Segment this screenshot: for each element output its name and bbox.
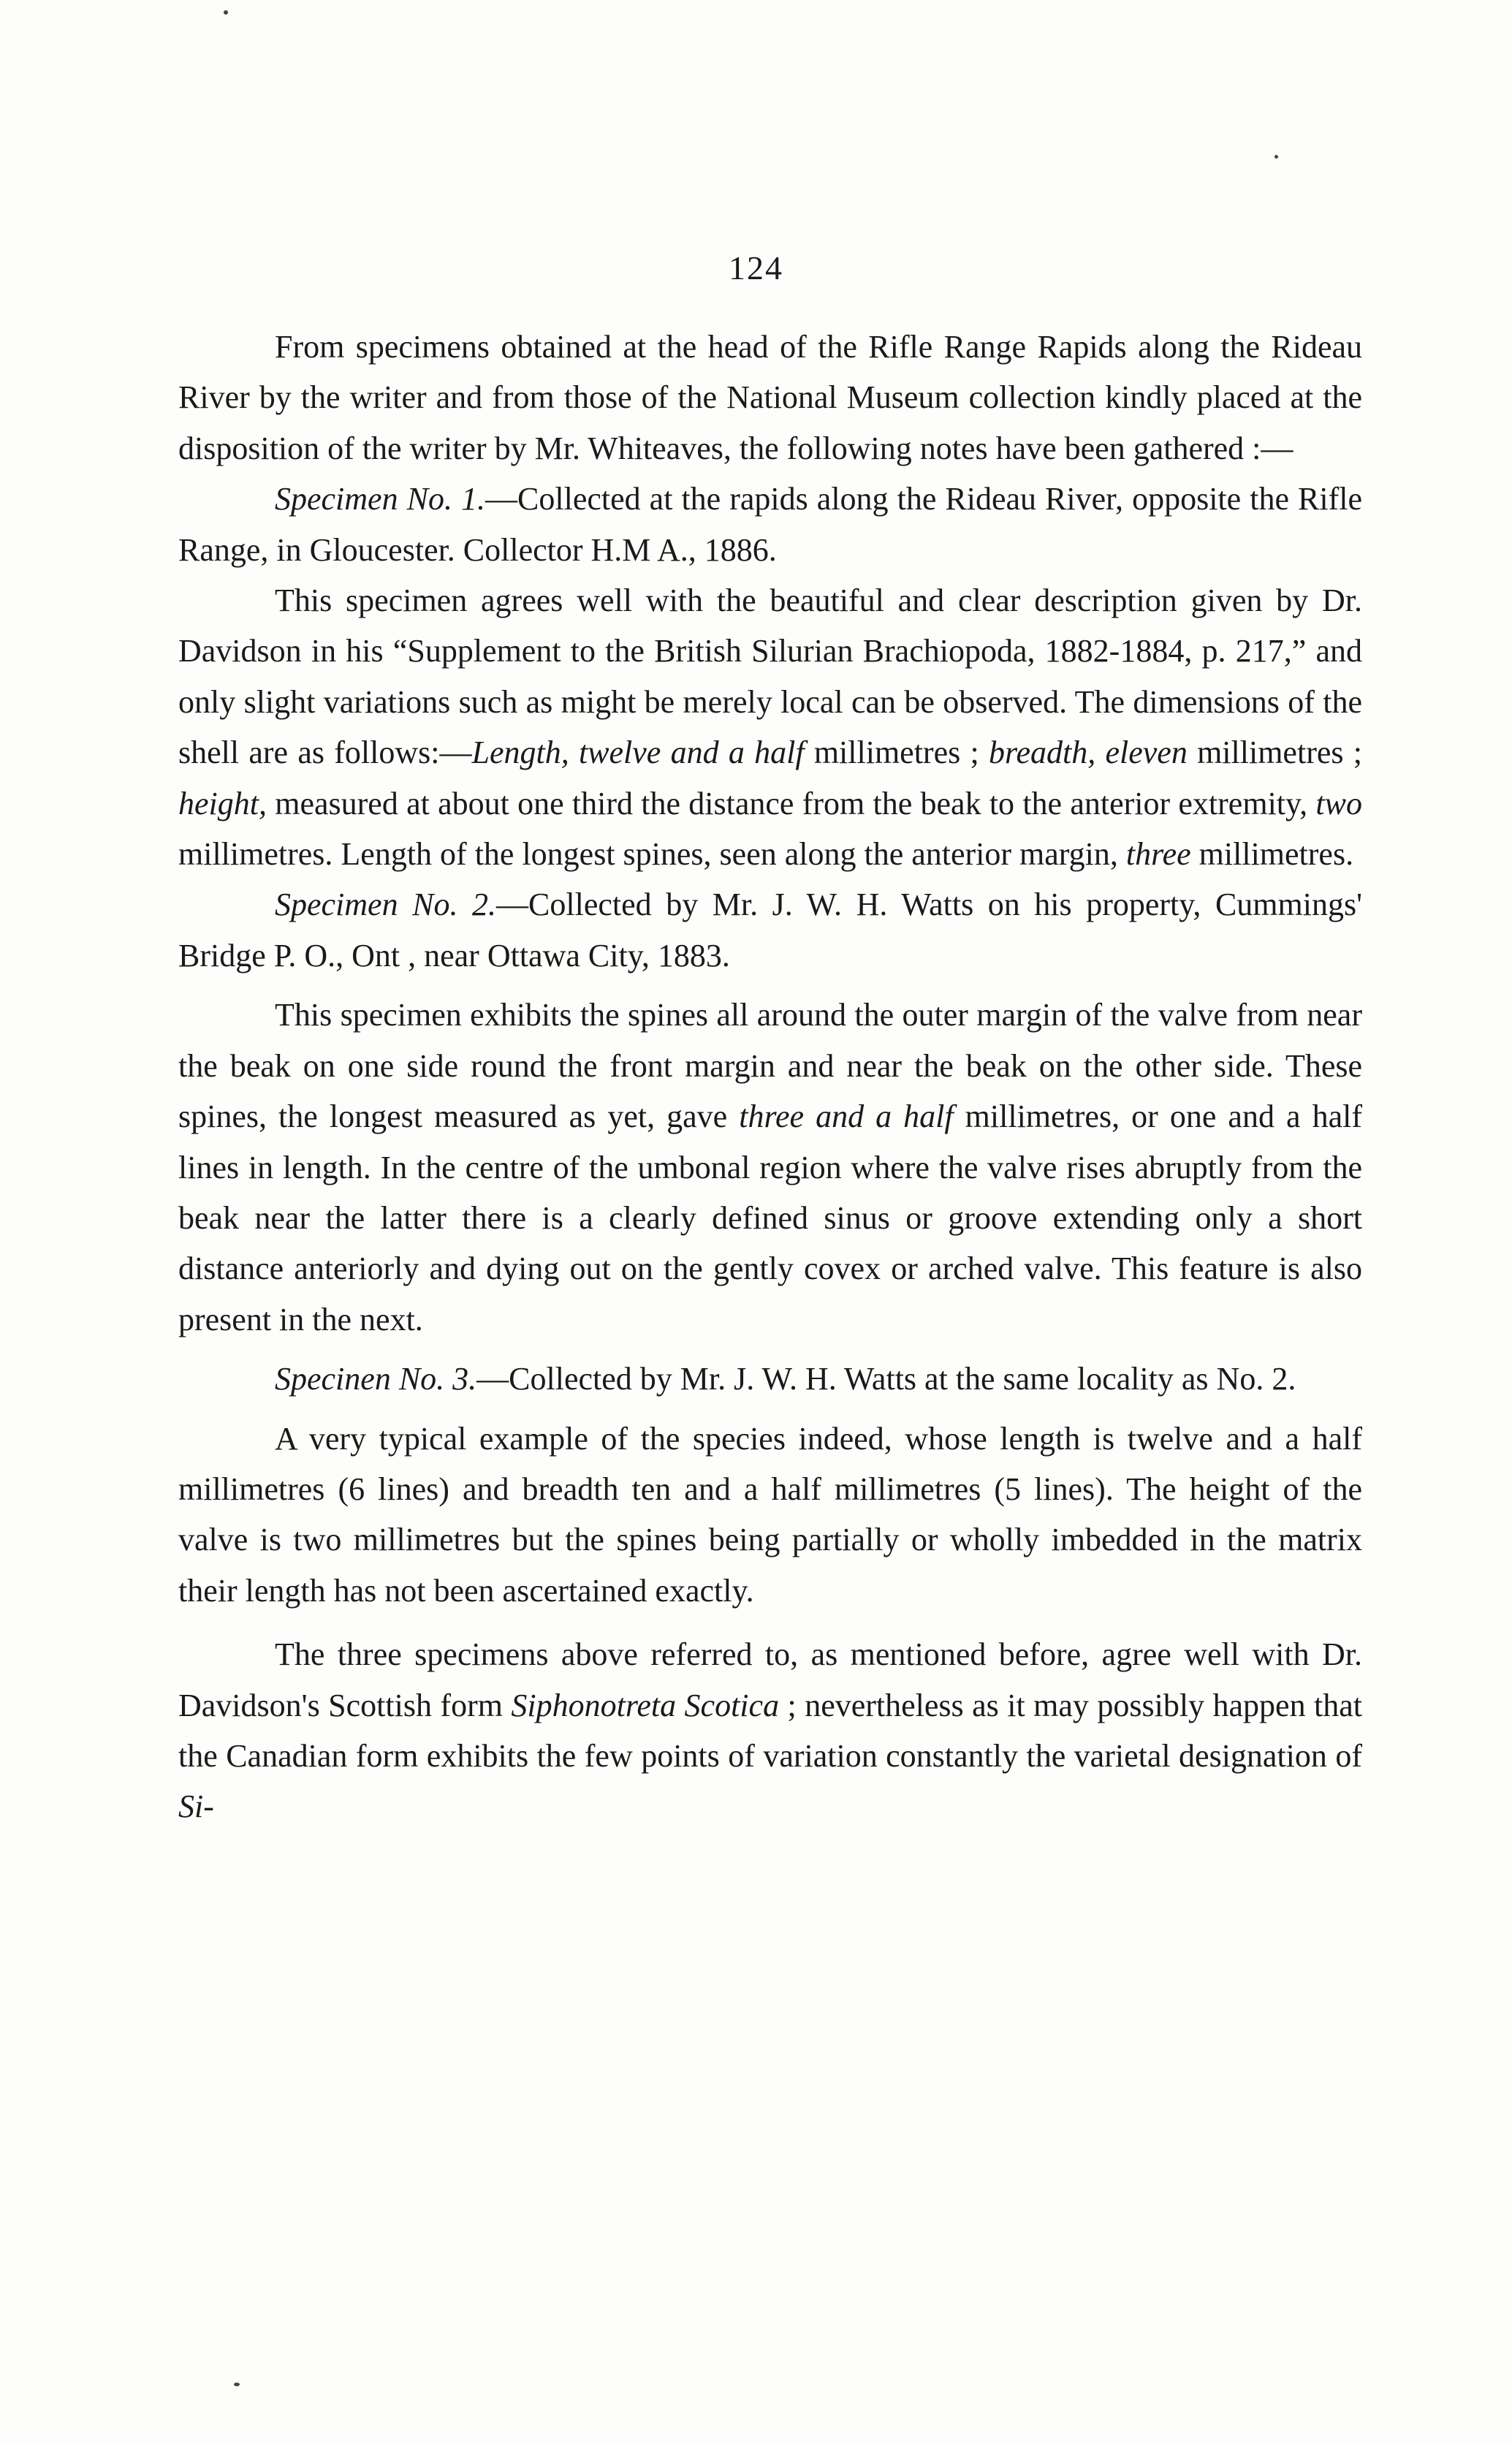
text-run: millimetres ;	[1187, 735, 1362, 771]
paragraph-specimen-3-description	[178, 1413, 1362, 1617]
text-run: millimetres, or one and a half lines in length. In the centre of the umbonal region where the valve rises abruptly from the beak near the latter there is a clearly defined sinus or groove extending only a short distance anteriorly and dying out on the gently covex or arched valve. This feature is also present in the next.	[178, 1098, 1362, 1337]
italic-run: height,	[178, 785, 267, 821]
text-run: millimetres.	[1190, 836, 1354, 873]
text-run: millimetres ;	[804, 735, 989, 771]
specimen-label: Specinen No. 3.	[275, 1361, 477, 1397]
italic-run: Siphonotreta Scotica	[511, 1687, 780, 1723]
paragraph-closing	[178, 1629, 1362, 1832]
page-number: 124	[729, 249, 783, 286]
italic-run: three and a half	[739, 1098, 954, 1135]
paragraph-text: —Collected by Mr. J. W. H. Watts on his property, Cummings' Bridge P. O., Ont , near Ottawa City, 1883.	[178, 887, 1363, 974]
text-run: This specimen agrees well with the beautiful and clear description given by Dr. Davidson in his “Supplement to the British Silurian Brachiopoda, 1882-1884, p. 217,” and only slight variations such as might be merely local can be observed. The dimensions of the shell are as follows:—	[178, 582, 1362, 771]
paragraph-specimen-3-heading	[178, 1354, 1362, 1404]
specimen-label: Specimen No. 2.	[275, 887, 497, 923]
paragraph-text: —Collected at the rapids along the Rideau River, opposite the Rifle Range, in Gloucester. Collector H.M A., 1886.	[178, 481, 1362, 568]
paragraph-text: A very typical example of the species indeed, whose length is twelve and a half millimetres (6 lines) and breadth ten and a half millimetres (5 lines). The height of the valve is two millimetres but the spines being partially or wholly imbedded in the matrix their length has not been ascertained exactly.	[178, 1420, 1362, 1609]
scan-speck	[1274, 155, 1278, 159]
paragraph-intro	[178, 322, 1362, 474]
scan-speck	[224, 10, 228, 15]
italic-run: three	[1125, 836, 1191, 873]
text-run: ; nevertheless as it may possibly happen that the Canadian form exhibits the few points of variation constantly the varietal designation of	[178, 1687, 1363, 1774]
text-run: measured at about one third the distance from the beak to the anterior extremity,	[266, 785, 1316, 821]
paragraph-specimen-2-heading	[178, 879, 1362, 981]
scan-speck	[234, 2383, 240, 2386]
text-run: The three specimens above referred to, as mentioned before, agree well with Dr. Davidson's Scottish form	[178, 1636, 1362, 1723]
italic-run: Length, twelve and a half	[471, 735, 805, 771]
italic-run: breadth, eleven	[988, 735, 1188, 771]
paragraph-specimen-1-heading	[178, 474, 1362, 575]
paragraph-specimen-1-description	[178, 575, 1362, 879]
paragraph-specimen-2-description	[178, 990, 1362, 1345]
specimen-label: Specimen No. 1.	[275, 481, 486, 517]
body-text	[178, 322, 1362, 1832]
text-run: This specimen exhibits the spines all around the outer margin of the valve from near the beak on one side round the front margin and near the beak on the other side. These spines, the longest measured as yet, gave	[178, 997, 1362, 1135]
text-run: millimetres. Length of the longest spines, seen along the anterior margin,	[178, 836, 1126, 873]
paragraph-text: —Collected by Mr. J. W. H. Watts at the same locality as No. 2.	[476, 1361, 1296, 1397]
italic-run: two	[1315, 785, 1362, 821]
italic-run: Si-	[178, 1788, 214, 1825]
paragraph-text: From specimens obtained at the head of the Rifle Range Rapids along the Rideau River by the writer and from those of the National Museum collection kindly placed at the disposition of the writer by Mr. Whiteaves, the following notes have been gathered :—	[178, 329, 1362, 466]
